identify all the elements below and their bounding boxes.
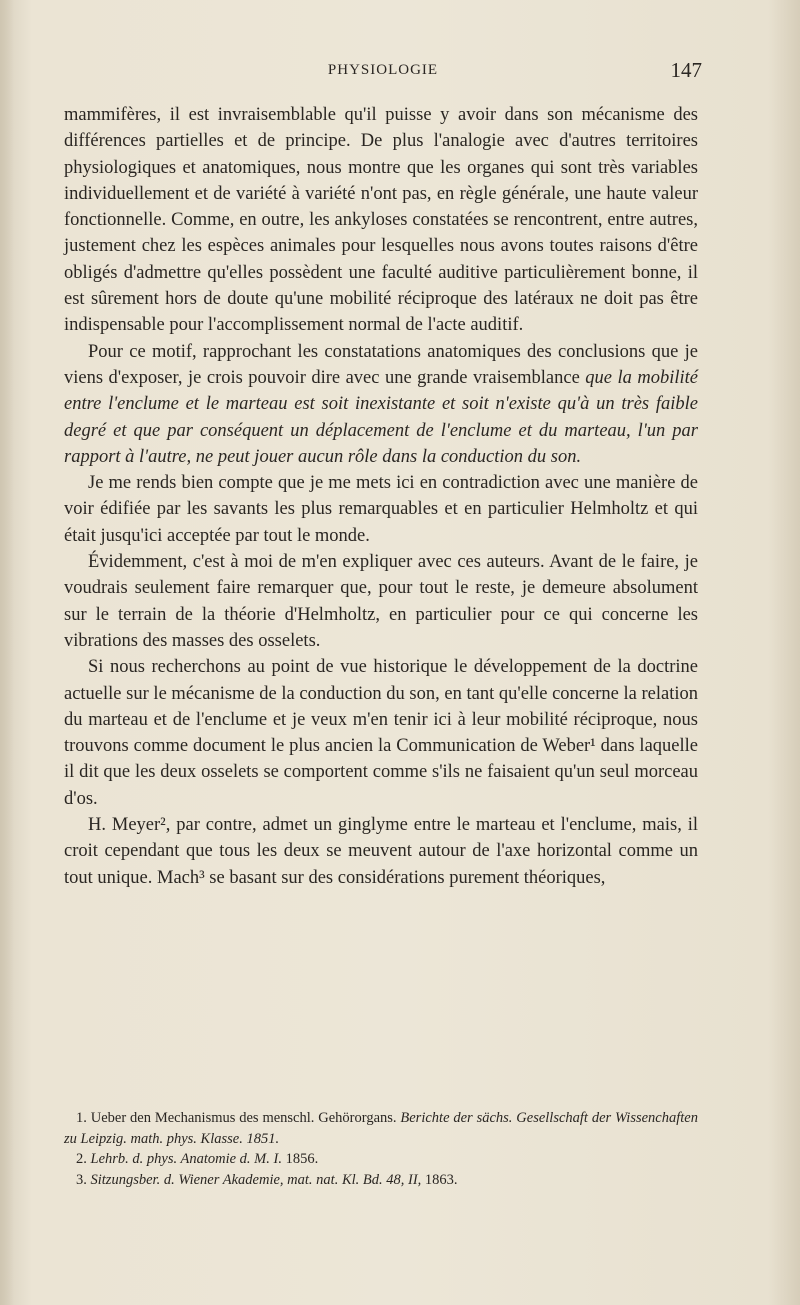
paragraph-text: mammifères, il est invraisemblable qu'il puisse y avoir dans son mécanisme des différences partielles et de principe. De plus l'analogie avec d'autres territoires physiologiques et anatomiques, nous montre que les organes qui sont très variables individuellement et de variété à variété n'ont pas, en règle générale, une haute valeur fonctionnelle. Comme, en outre, les ankyloses constatées se rencontrent, entre autres, justement chez les espèces animales pour lesquelles nous avons toutes raisons d'être obligés d'admettre qu'elles possèdent une faculté auditive particulièrement bonne, il est sûrement hors de doute qu'une mobilité réciproque des latéraux ne doit pas être indispensable pour l'accomplissement normal de l'acte auditif. bbox=[64, 105, 698, 336]
paragraph bbox=[64, 812, 698, 891]
paragraph bbox=[64, 654, 698, 812]
page-number: 147 bbox=[670, 58, 702, 82]
footnote-text: 3. bbox=[76, 1171, 91, 1188]
footnote-text: 1. Ueber den Mechanismus des menschl. Gehörorgans. bbox=[76, 1110, 401, 1126]
footnote bbox=[64, 1170, 698, 1191]
emphasized-text: que la mobilité entre l'enclume et le marteau est soit inexistante et soit n'existe qu'à un très faible degré et que par conséquent un déplacement de l'enclume et du marteau, l'un par rapport à l'autre, ne peut jouer aucun rôle dans la conduction du son. bbox=[64, 367, 698, 467]
footnote-citation: Sitzungsber. d. Wiener Akademie, mat. nat. Kl. Bd. 48, II, bbox=[90, 1171, 422, 1188]
paragraph-text: Je me rends bien compte que je me mets ici en contradiction avec une manière de voir édifiée par les savants les plus remarquables et en particulier Helmholtz et qui était jusqu'ici acceptée par tout le monde. bbox=[64, 473, 698, 546]
footnotes bbox=[64, 1108, 698, 1190]
footnote bbox=[64, 1149, 698, 1170]
page-edge-shadow bbox=[0, 0, 14, 1305]
footnote-text: 1856. bbox=[281, 1151, 319, 1167]
paragraph-text: Évidemment, c'est à moi de m'en expliquer avec ces auteurs. Avant de le faire, je voudrais seulement faire remarquer que, pour tout le reste, je demeure absolument sur le terrain de la théorie d'Helmholtz, en particulier pour ce qui concerne les vibrations des masses des osselets. bbox=[64, 552, 698, 651]
paragraph bbox=[64, 102, 698, 339]
paragraph-text: H. Meyer², par contre, admet un ginglyme entre le marteau et l'enclume, mais, il croit cependant que tous les deux se meuvent autour de l'axe horizontal comme un tout unique. Mach³ se basant sur des considérations purement théoriques, bbox=[64, 815, 698, 888]
running-title: PHYSIOLOGIE bbox=[327, 62, 439, 78]
paragraph bbox=[64, 549, 698, 654]
footnote-citation: Lehrb. d. phys. Anatomie d. M. I. bbox=[90, 1151, 282, 1167]
footnote-citation: Berichte der sächs. Gesellschaft der Wissenchaften zu Leipzig. math. phys. Klasse. 1851. bbox=[64, 1110, 698, 1147]
paragraph-text: Pour ce motif, rapprochant les constatations anatomiques des conclusions que je viens d'exposer, je crois pouvoir dire avec une grande vraisemblance bbox=[64, 341, 698, 388]
footnote-text: 2. bbox=[76, 1151, 91, 1167]
footnote-text: 1863. bbox=[421, 1171, 458, 1188]
page-header bbox=[64, 60, 702, 86]
paragraph-text: Si nous recherchons au point de vue historique le développement de la doctrine actuelle sur le mécanisme de la conduction du son, en tant qu'elle concerne la relation du marteau et de l'enclume et je veux m'en tenir ici à leur mobilité réciproque, nous trouvons comme document le plus ancien la Communication de Weber¹ dans laquelle il dit que les deux osselets se comportent comme s'ils ne faisaient qu'un seul morceau d'os. bbox=[64, 657, 698, 809]
paragraph bbox=[64, 339, 698, 470]
footnote bbox=[64, 1108, 698, 1149]
paragraph bbox=[64, 470, 698, 549]
body-text bbox=[64, 102, 698, 891]
